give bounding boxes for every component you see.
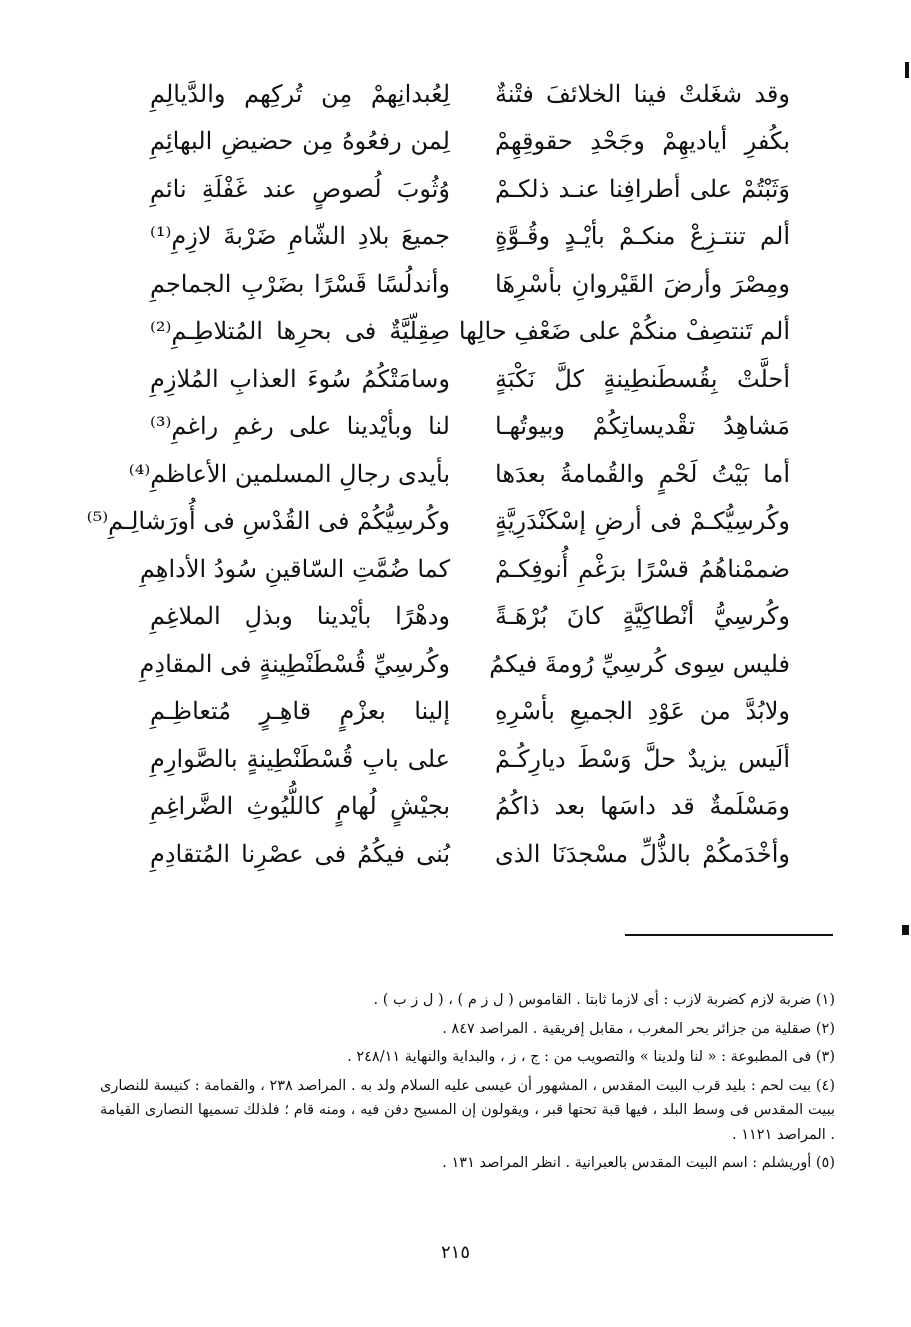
scan-edge-mark <box>905 62 909 78</box>
first-hemistich: وَثَبْتُمْ على أطرافِنا عنـد ذلكـمْ <box>495 174 790 203</box>
first-hemistich: وأخْدَمكُمْ بالذُّلِّ مسْجدَنَا الذى <box>495 839 790 868</box>
footnotes <box>100 988 835 1180</box>
verse <box>150 403 790 451</box>
second-hemistich: كما ضُمَّتِ السّاقينِ سُودُ الأداهِمِ <box>139 554 450 583</box>
verse <box>139 640 790 688</box>
footnote-separator <box>625 934 833 936</box>
second-hemistich: صِقِلّيَّةٌ فى بحرِها المُتلاطِـمِ⁽²⁾ <box>150 317 450 346</box>
second-hemistich: لِعُبدانِهمْ مِن تُركِهم والدَّيالِمِ <box>150 79 450 108</box>
first-hemistich: فليس سِوى كُرسِيِّ رُومةَ فيكمُ <box>489 649 790 678</box>
first-hemistich: ضممْناهُمُ قسْرًا برَغْمِ أُنوفِكـمْ <box>495 554 790 583</box>
page-number: ٢١٥ <box>440 1242 470 1263</box>
first-hemistich: ومَسْلَمةٌ قد داسَها بعد ذاكُمُ <box>495 792 790 821</box>
verse <box>150 260 790 308</box>
first-hemistich: بكُفرِ أياديهِمْ وجَحْدِ حقوقِهِمْ <box>495 127 790 156</box>
footnote: (١) ضربة لازم كضربة لازب : أى لازما ثابتا . القاموس ( ل ز م ) ، ( ل ز ب ) . <box>373 992 835 1008</box>
verse <box>150 355 790 403</box>
verse <box>150 783 790 831</box>
second-hemistich: وأندلُسًا قَسْرًا بضَرْبِ الجماجمِ <box>150 269 450 298</box>
first-hemistich: وكُرسِيُّكـمْ فى أرضِ إسْكَنْدَرِيَّةٍ <box>495 507 790 536</box>
verse <box>150 308 790 356</box>
footnote: (٥) أوريشلم : اسم البيت المقدس بالعبرانية . انظر المراصد ١٣١ . <box>442 1155 835 1171</box>
verse <box>150 593 790 641</box>
second-hemistich: بُنى فيكُمُ فى عصْرِنا المُتقادِمِ <box>150 839 450 868</box>
verse <box>150 70 790 118</box>
first-hemistich: وقد شغَلتْ فينا الخلائفَ فتْنةٌ <box>495 79 790 108</box>
footnote: (٣) فى المطبوعة : « لنا ولدينا » والتصويب من : ج ، ز ، والبداية والنهاية ٢٤٨/١١ . <box>347 1049 835 1065</box>
verse <box>150 118 790 166</box>
second-hemistich: لِمن رفعُوهُ مِن حضيضِ البهائِمِ <box>150 127 450 156</box>
poem <box>86 70 790 878</box>
second-hemistich: جميعَ بلادِ الشّامِ ضَرْبةَ لازِمِ⁽¹⁾ <box>150 222 450 251</box>
first-hemistich: مَشاهِدُ تقْديساتِكُمْ وبيوتُهـا <box>495 412 790 441</box>
second-hemistich: ودهْرًا بأيْدينا وبذلِ الملاغِمِ <box>150 602 450 631</box>
second-hemistich: وُثُوبَ لُصوصٍ عند غَفْلَةِ نائمِ <box>150 174 450 203</box>
second-hemistich: بجيْشٍ لُهامٍ كاللُّيُوثِ الضَّراغِمِ <box>150 792 450 821</box>
first-hemistich: ألم تنتـزِعْ منكـمْ بأيْـدٍ وقُـوَّةٍ <box>495 222 790 251</box>
footnote: (٤) بيت لحم : بليد قرب البيت المقدس ، المشهور أن عيسى عليه السلام ولد به . المراصد ٢٣٨ ، والقمامة : كنيسة للنصارى ببيت المقدس فى وسط البلد ، فيها قبة تحتها قبر ، ويقولون إن المسيح دفن فيه ، ومنه قام ؛ فلذلك تسميها النصارى القيامة . المراصد ١١٢١ . <box>100 1077 835 1143</box>
second-hemistich: وكُرسِيِّ قُسْطَنْطِينةٍ فى المقادِمِ <box>139 649 450 678</box>
second-hemistich: على بابِ قُسْطَنْطِينةٍ بالصَّوارِمِ <box>150 744 450 773</box>
verse <box>150 830 790 878</box>
verse <box>86 498 790 546</box>
verse <box>150 165 790 213</box>
second-hemistich: بأيدى رجالِ المسلمين الأعاظمِ⁽⁴⁾ <box>128 459 450 488</box>
verse <box>139 545 790 593</box>
verse <box>150 735 790 783</box>
second-hemistich: لنا وبأيْدينا على رغمِ راغمِ⁽³⁾ <box>150 412 450 441</box>
verse <box>150 213 790 261</box>
first-hemistich: أحلَّتْ بِقُسطَنطِينةٍ كلَّ نَكْبَةٍ <box>495 364 790 393</box>
second-hemistich: وسامَتْكُمُ سُوءَ العذابِ المُلازِمِ <box>150 364 450 393</box>
verse <box>128 450 790 498</box>
first-hemistich: ومِصْرَ وأرضَ القَيْروانِ بأسْرِهَا <box>495 269 790 298</box>
first-hemistich: ألم تَنتصِفْ منكُمْ على ضَعْفِ حالِها <box>458 317 790 346</box>
first-hemistich: أما بَيْتُ لَحْمٍ والقُمامةُ بعدَها <box>495 459 790 488</box>
verse <box>150 688 790 736</box>
second-hemistich: إلينا بعزْمٍ قاهِـرٍ مُتعاظِـمِ <box>150 697 450 726</box>
scan-edge-mark <box>902 925 909 935</box>
second-hemistich: وكُرسِيُّكُمْ فى القُدْسِ فى أُورَشالِـمِ⁽⁵⁾ <box>86 507 450 536</box>
first-hemistich: وكُرسِيُّ أنْطاكِيَّةٍ كانَ بُرْهَـةً <box>495 602 790 631</box>
first-hemistich: ألَيس يزيدٌ حلَّ وَسْطَ ديارِكُـمْ <box>495 744 790 773</box>
footnote: (٢) صقلية من جزائر بحر المغرب ، مقابل إفريقية . المراصد ٨٤٧ . <box>442 1020 835 1037</box>
first-hemistich: ولابُدَّ من عَوْدِ الجميعِ بأسْرِهِ <box>495 697 790 726</box>
